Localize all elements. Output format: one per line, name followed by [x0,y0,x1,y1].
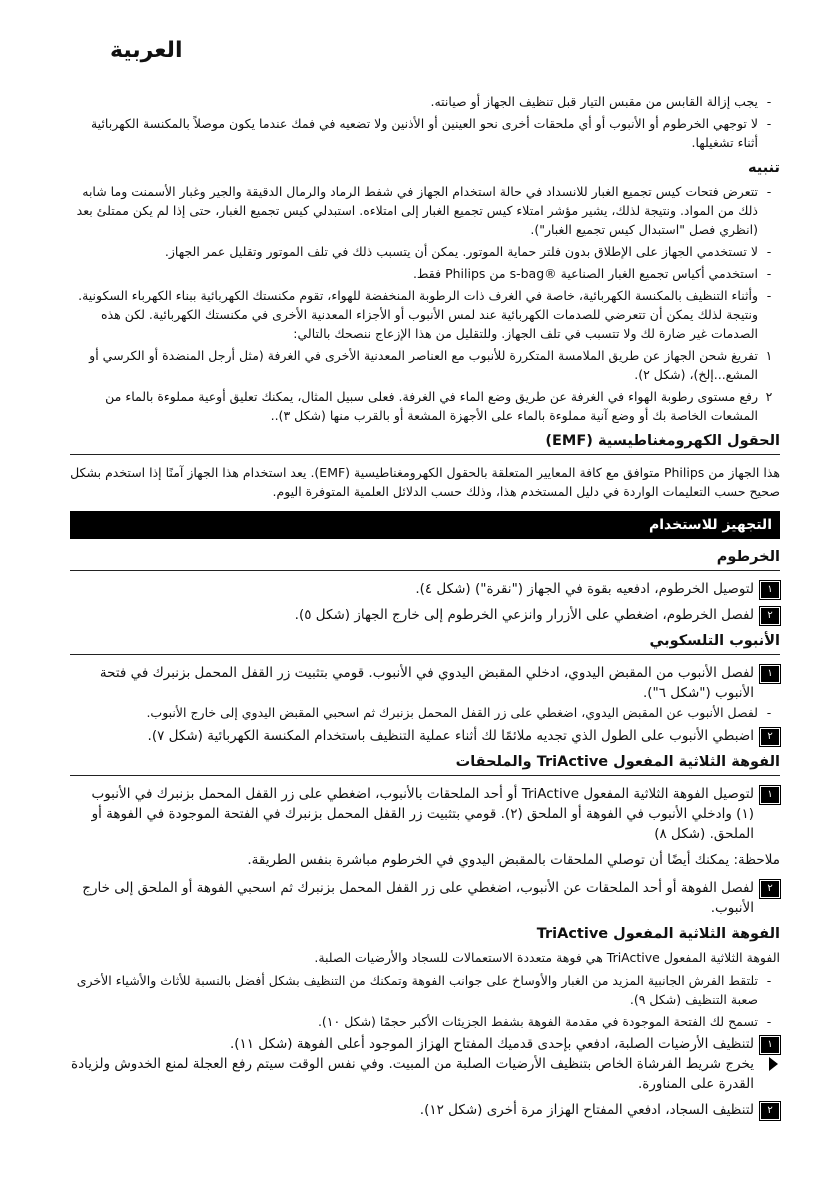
caution-bullet: - تتعرض فتحات كيس تجميع الغبار للانسداد في حالة استخدام الجهاز في شفط الرماد والرمال الدقيقة والجير وغبار الأسمنت وما شابه ذلك من المواد. ونتيجة لذلك، يشير مؤشر امتلاء كيس تجميع الغبار إلى امتلاءه. استبدلي كيس تجميع الغبار، حتى إذا لم يكن ممتلئ بعد (انظري فصل "استبدال كيس تجميع الغبار"). [76,184,772,237]
step-number-box: ١ [760,1036,780,1054]
step-number-box: ١ [760,786,780,804]
caution-bullet: - لا تستخدمي الجهاز على الإطلاق بدون فلتر حماية الموتور. يمكن أن يتسبب ذلك في تلف الموتور وتقليل عمر الجهاز. [164,244,772,259]
caution-bullet: - استخدمي أكياس تجميع الغبار الصناعية ®s-bag من Philips فقط. [412,266,772,281]
accessories-note: ملاحظة: يمكنك أيضًا أن توصلي الملحقات بالمقبض اليدوي في الخرطوم مباشرة بنفس الطريقة. [247,852,780,868]
step-number-box: ٢ [760,728,780,746]
triactive-bullet: - تلتقط الفرش الجانبية المزيد من الغبار والأوساخ على جوانب الفوهة وتمكنك من التنظيف بشكل أفضل بالنسبة للأثاث والأشياء الأخرى صعبة التنظيف (شكل ٩). [76,973,772,1007]
accessories-heading: الفوهة الثلاثية المفعول TriActive والملحقات [70,752,780,776]
triactive-step: ٢ لتنظيف السجاد، ادفعي المفتاح الهزاز مرة أخرى (شكل ١٢). [70,1100,780,1120]
tube-step: ١ لفصل الأنبوب من المقبض اليدوي، ادخلي المقبض اليدوي في الأنبوب. قومي بتثبيت زر القفل المحمل بزنبرك في فتحة الأنبوب ("شكل ٦"). [70,663,780,703]
tube-heading: الأنبوب التلسكوبي [70,631,780,655]
caution-heading: تنبيه [748,160,780,176]
hose-step: ١ لتوصيل الخرطوم، ادفعيه بقوة في الجهاز ("نقرة") (شكل ٤). [70,579,780,599]
accessories-step: ٢ لفصل الفوهة أو أحد الملحقات عن الأنبوب، اضغطي على زر القفل المحمل بزنبرك ثم اسحبي الفوهة أو الملحق إلى خارج الأنبوب. [70,878,780,918]
hose-step: ٢ لفصل الخرطوم، اضغطي على الأزرار وانزعي الخرطوم إلى خارج الجهاز (شكل ٥). [70,605,780,625]
section-bar-preparing: التجهيز للاستخدام [70,511,780,539]
triactive-step: ١ لتنظيف الأرضيات الصلبة، ادفعي بإحدى قدميك المفتاح الهزاز الموجود أعلى الفوهة (شكل ١١). [70,1034,780,1054]
triangle-bullet-icon [769,1057,778,1071]
step-number-box: ١ [760,665,780,683]
hose-heading: الخرطوم [70,547,780,571]
accessories-step: ١ لتوصيل الفوهة الثلاثية المفعول TriActive أو أحد الملحقات بالأنبوب، اضغطي على زر القفل المحمل بزنبرك في الأنبوب (١) وادخلي الأنبوب في الفوهة أو الملحق (٢). قومي بتثبيت زر القفل المحمل بزنبرك في الفتحة الموجودة في الفوهة أو الملحق. (شكل ٨) [70,784,780,844]
caution-bullet: - وأثناء التنظيف بالمكنسة الكهربائية، خاصة في الغرف ذات الرطوبة المنخفضة للهواء، تقوم مكنستك الكهربائية ببناء الكهرباء السكونية. ونتيجة لذلك يمكن أن تتعرضي للصدمات الكهربائية عند لمس الأنبوب أو الأجزاء المعدنية الأخرى في مكنستك الكهربائية. لكن هذه الصدمات غير ضارة لك ولا تتسبب في تلف الجهاز. وللتقليل من هذا الإزعاج ننصحك بالتالي: [78,288,772,341]
intro-bullet: - لا توجهي الخرطوم أو الأنبوب أو أي ملحقات أخرى نحو العينين أو الأذنين ولا تضعيه في فمك عندما يكون موصلاً بالمكنسة الكهربائية أثناء تشغيلها. [90,116,772,150]
step-number-box: ٢ [760,1102,780,1120]
triactive-intro: الفوهة الثلاثية المفعول TriActive هي فوهة متعددة الاستعمالات للسجاد والأرضيات الصلبة. [314,950,780,965]
step-number-box: ٢ [760,880,780,898]
emf-text: هذا الجهاز من Philips متوافق مع كافة المعايير المتعلقة بالحقول الكهرومغناطيسية (EMF). يعد استخدام هذا الجهاز آمنًا إذا استخدم بشكل صحيح حسب التعليمات الواردة في دليل المستخدم هذا، وذلك حسب الدلائل العلمية المتوفرة اليوم. [70,465,780,499]
step-number-box: ٢ [760,607,780,625]
triactive-bullet: - تسمح لك الفتحة الموجودة في مقدمة الفوهة بشفط الجزيئات الأكبر حجمًا (شكل ١٠). [317,1014,772,1029]
manual-page [70,92,780,1126]
intro-bullet: - يجب إزالة القابس من مقبس التيار قبل تنظيف الجهاز أو صيانته. [430,94,772,109]
caution-numbered-item: ١ تفريغ شحن الجهاز عن طريق الملامسة المتكررة للأنبوب مع العناصر المعدنية الأخرى في الغرفة (مثل أرجل المنضدة أو الكرسي أو المشع...إلخ)، (شكل ٢). [89,348,773,382]
caution-numbered-item: ٢ رفع مستوى رطوبة الهواء في الغرفة عن طريق وضع الماء في الغرفة. فعلى سبيل المثال، يمكنك تعليق أوعية مملوءة بالماء من المشعات الخاصة بك أو وضع آنية مملوءة بالماء على الأجهزة المشعة أو بالقرب منها (شكل ٣).. [105,389,773,423]
tube-step: ٢ اضبطي الأنبوب على الطول الذي تجديه ملائمًا لك أثناء عملية التنظيف باستخدام المكنسة الكهربائية (شكل ٧). [70,726,780,746]
triactive-heading: الفوهة الثلاثية المفعول TriActive [536,926,780,942]
emf-heading: الحقول الكهرومغناطيسية (EMF) [70,431,780,455]
tube-bullet: - لفصل الأنبوب عن المقبض اليدوي، اضغطي على زر القفل المحمل بزنبرك ثم اسحبي المقبض اليدوي إلى خارج الأنبوب. [146,705,772,720]
triactive-result-note: يخرج شريط الفرشاة الخاص بتنظيف الأرضيات الصلبة من المبيت. وفي نفس الوقت سيتم رفع العجلة لمنع الخدوش ولزيادة القدرة على المناورة. [70,1054,780,1094]
step-number-box: ١ [760,581,780,599]
language-title: العربية [110,38,183,63]
